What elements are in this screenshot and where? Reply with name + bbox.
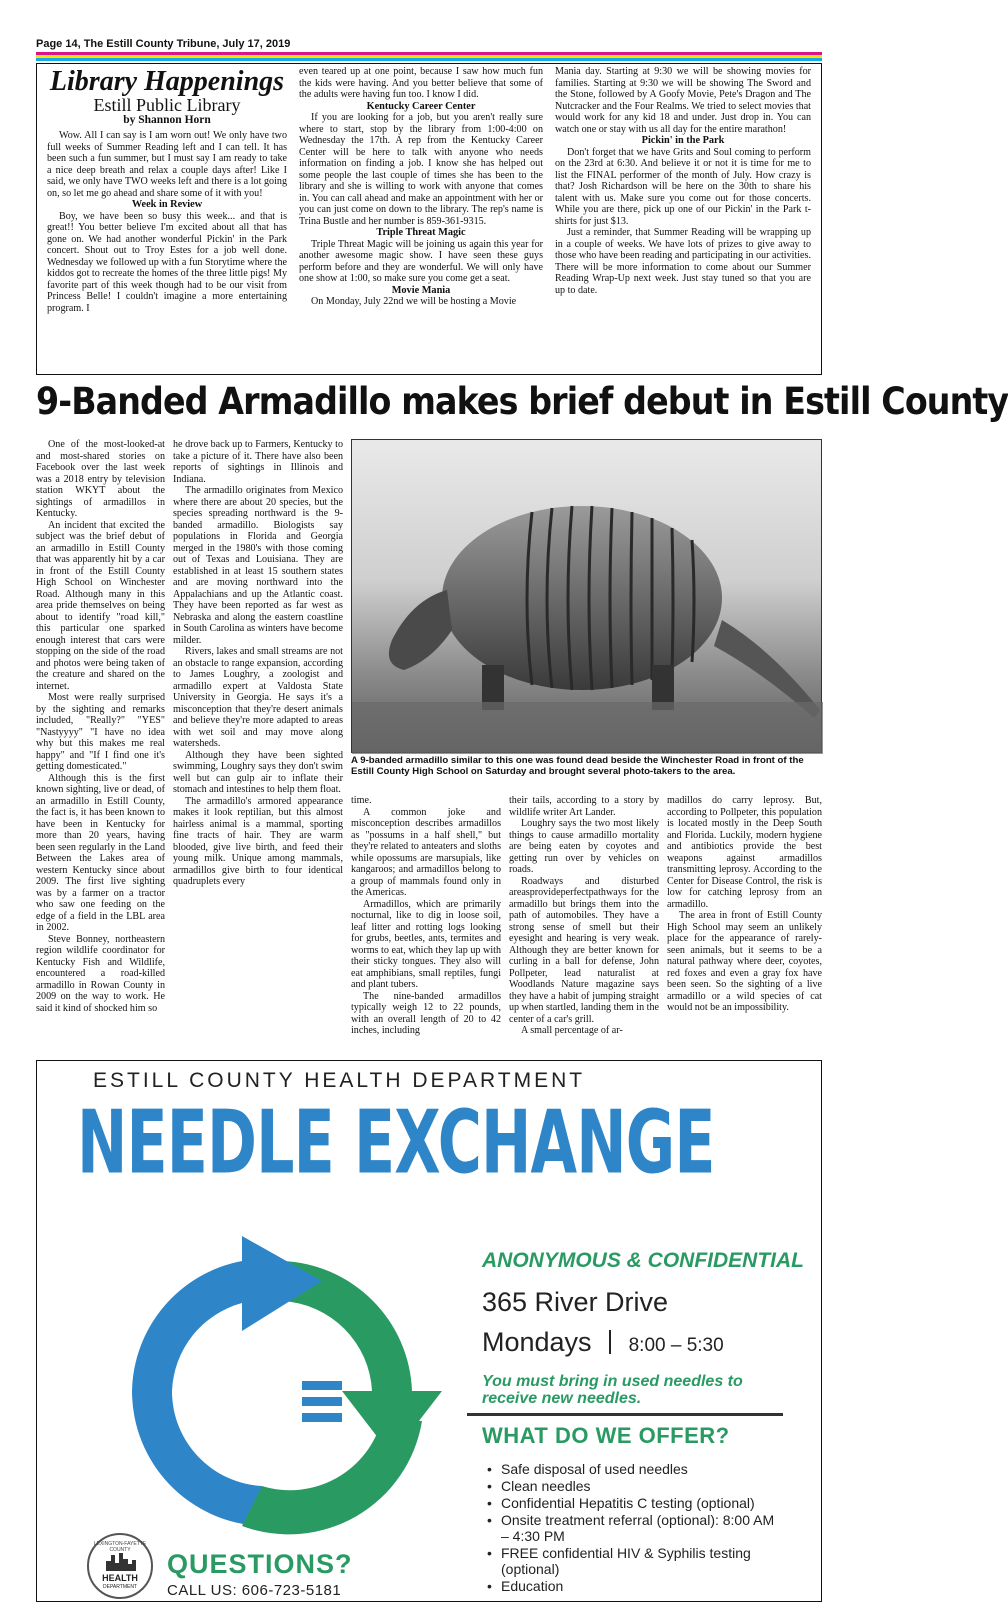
armadillo-illustration <box>352 440 823 754</box>
article-paragraph: he drove back up to Farmers, Kentucky to take a picture of it. There have also been reports of sightings in Illinois and Indiana. <box>173 439 343 485</box>
library-heading: Pickin' in the Park <box>641 135 725 146</box>
ad-anonymous-tagline: ANONYMOUS & CONFIDENTIAL <box>482 1249 804 1272</box>
article-col-3 <box>351 795 501 1051</box>
ad-hours <box>482 1327 724 1358</box>
article-col-2 <box>173 439 343 1051</box>
article-paragraph: Most were really surprised by the sighting and remarks included, "Really?" "YES" "Nastyyyy" "I have no idea why but this makes me real happy" and "If I find one it's getting domesticated." <box>36 692 165 772</box>
armadillo-photo <box>351 439 822 753</box>
article-paragraph: Loughry says the two most likely things to cause armadillo mortality are being eaten by coyotes and getting run over by vehicles on roads. <box>509 818 659 875</box>
library-paragraph: Boy, we have been so busy this week... and that is great!! You better believe I'm excited about all that has gone on. We had another wonderful Pickin' in the Park concert. Shout out to Troy Estes for a job well done. Wednesday we followed up with a fun Storytime where the kiddos got to recreate the homes of the three little pigs! My favorite part of this week though had to be our visit from Princess Belle! I couldn't imagine a more entertaining program. I <box>47 210 287 314</box>
library-happenings-box <box>36 63 822 375</box>
library-paragraph: If you are looking for a job, but you aren't really sure where to start, stop by the library from 1:00-4:00 on Wednesday the 17th. A rep from the Kentucky Career Center will be here to talk with anyone who needs information on finding a job. I know she has helped out some people the last couple of times she has been to the library and she is willing to work with anyone that comes in. You can call ahead and make an appointment with her or you can just come on down to the library. The rep's name is Trina Bustle and her number is 859-361-9315. <box>299 112 543 227</box>
ad-offer-item: • FREE confidential HIV & Syphilis testing (optional) <box>485 1545 785 1577</box>
library-paragraph: On Monday, July 22nd we will be hosting a Movie <box>311 296 517 307</box>
page-folio: Page 14, The Estill County Tribune, July 17, 2019 <box>36 38 291 50</box>
article-paragraph: A small percentage of ar- <box>521 1025 623 1036</box>
article-paragraph: Although this is the first known sighting, live or dead, of an armadillo in Estill County, the fact is, it has been known to have been in Kentucky for more than 20 years, having been seen regularly in the Land Between the Lakes area of western Kentucky since about 2009. The first live sighting was by a farmer on a tractor who saw one feeding on the edge of a field in the LBL area in 2002. <box>36 772 165 933</box>
library-title: Library Happenings <box>49 66 285 97</box>
article-paragraph: Steve Bonney, northeastern region wildlife coordinator for Kentucky Fish and Wildlife, encountered a road-killed armadillo in Rowan County in 2009 on the way to work. He said it kind of shocked him so <box>36 933 165 1014</box>
article-paragraph: madillos do carry leprosy. But, according to Pollpeter, this population is located mostly in the Deep South and Florida. Luckily, modern hygiene and antibiotics provide the best weapons against armadillos transmitting leprosy. According to the Center for Disease Control, the risk is low for catching leprosy from an armadillo. <box>667 795 822 910</box>
ad-time: 8:00 – 5:30 <box>628 1335 724 1356</box>
article-paragraph: One of the most-looked-at and most-shared stories on Facebook over the last week was a 2018 entry by television station WKYT about the sightings of armadillos in Kentucky. <box>36 439 165 519</box>
ad-phone: CALL US: 606-723-5181 <box>167 1582 342 1599</box>
ad-department: ESTILL COUNTY HEALTH DEPARTMENT <box>93 1069 586 1092</box>
library-col-3 <box>555 66 811 370</box>
seal-ring-text: LEXINGTON-FAYETTE COUNTY <box>93 1541 147 1553</box>
recycle-arrows-icon <box>92 1241 452 1541</box>
ad-offer-item: • Clean needles <box>485 1478 785 1494</box>
ad-title: NEEDLE EXCHANGE <box>77 1091 715 1194</box>
article-headline: 9-Banded Armadillo makes brief debut in Estill County <box>36 380 1008 423</box>
library-paragraph: Triple Threat Magic will be joining us again this year for another awesome magic show. I have seen these guys perform before and they are wonderful. We will only have one show at 1:00, so make sure you come get a seat. <box>299 238 543 284</box>
library-heading: Week in Review <box>131 199 203 210</box>
article-paragraph: Roadways and disturbed areasprovideperfectpathways for the armadillo but brings them into the path of automobiles. They have a strong sense of smell but their eyesight and hearing is very weak. Although they are better known for curling in a ball for defense, John Pollpeter, lead naturalist at Woodlands Nature magazine says they have a habit of jumping straight up when startled, landing them in the center of a car's grill. <box>509 875 659 1025</box>
article-paragraph: The armadillo's armored appearance makes it look reptilian, but this almost hairless animal is a mammal, sporting fine tracts of hair. They are warm blooded, give live birth, and feed their young milk. Unique among mammals, armadillos give birth to four identical quadruplets every <box>173 795 343 887</box>
ad-offer-title: WHAT DO WE OFFER? <box>482 1423 730 1448</box>
ad-requirement: You must bring in used needles to receive new needles. <box>482 1373 743 1407</box>
library-paragraph: Mania day. Starting at 9:30 we will be showing movies for families. Starting at 9:30 we will be showing The Sword and the Stone, followed by A Goofy Movie, Pete's Dragon and The Nutcracker and the Four Realms. We tried to select movies that would work for any kid 18 and under. Just drop in. You can watch one or stay with us all day for the entire marathon! <box>555 66 811 135</box>
health-department-seal <box>87 1533 153 1599</box>
seal-sub-text: DEPARTMENT <box>103 1584 137 1590</box>
article-paragraph: their tails, according to a story by wildlife writer Art Lander. <box>509 795 659 818</box>
article-paragraph: Armadillos, which are primarily nocturnal, like to dig in loose soil, leaf litter and rotting logs looking for grubs, beetles, ants, termites and worms to eat, which they lap up with their sticky tongues. They also will eat amphibians, small reptiles, fungi and plant tubers. <box>351 898 501 990</box>
library-byline: by Shannon Horn <box>123 113 211 126</box>
seal-main-text: HEALTH <box>102 1573 138 1583</box>
library-col-2 <box>299 66 543 370</box>
library-paragraph: Don't forget that we have Grits and Soul coming to perform on the 23rd at 6:30. And believe it or not it is time for me to list the FINAL performer of the month of July. How crazy is that? Josh Richardson will be here on the 30th to share his talent with us. Make sure you come out for those concerts. While you are there, pick up one of our Pickin' in the Park t-shirts for just $13. <box>555 146 811 227</box>
article-paragraph: A common joke and misconception describes armadillos as "possums in a half shell," but they're related to anteaters and sloths while opossums are marsupials, like kangaroos; and armadillos belong to a group of mammals found only in the Americas. <box>351 806 501 898</box>
ad-offer-item: • Onsite treatment referral (optional): 8:00 AM – 4:30 PM <box>485 1512 785 1544</box>
ad-address: 365 River Drive <box>482 1287 669 1317</box>
article-paragraph: time. <box>351 795 372 806</box>
ad-offer-list <box>485 1461 785 1595</box>
ad-offer-item: • Confidential Hepatitis C testing (optional) <box>485 1495 785 1511</box>
library-paragraph: even teared up at one point, because I saw how much fun the kids were having. And you better believe that some of the adults were having fun too. I know I did. <box>299 66 543 100</box>
article-paragraph: The armadillo originates from Mexico where there are about 20 species, but the species spreading northward is the 9-banded armadillo. Biologists say populations in Florida and Georgia merged in the 1980's with those coming out of Texas and Louisiana. They are established in at least 15 southern states and are moving northward into the Appalachians and up the Atlantic coast. They have been reported as far west as Nebraska and along the eastern coastline in South Carolina as winters have become milder. <box>173 485 343 646</box>
ad-offer-item: • Education <box>485 1578 785 1594</box>
article-col-5 <box>667 795 822 1051</box>
library-paragraph: Just a reminder, that Summer Reading will be wrapping up in a couple of weeks. We have lots of prizes to give away to those who have been reading and participating in our activities. There will be more information to come about our Summer Reading Wrap-Up next week. Just stay tuned so that you are up to date. <box>555 227 811 296</box>
ad-hours-divider <box>609 1330 611 1354</box>
article-paragraph: The area in front of Estill County High School may seem an unlikely place for the appearance of rarely-seen animals, but it seems to be a natural pathway where deer, coyotes, red foxes and even a gray fox have been seen. So the sighting of a live armadillo or a wild species of cat would not be an impossibility. <box>667 910 822 1013</box>
library-paragraph: Wow. All I can say is I am worn out! We only have two full weeks of Summer Reading left and I can tell. It has been such a fun summer, but I must say I am ready to take a nice deep breath and relax a couple days after! Like I said, we only have TWO weeks left and there is a lot going on, so let me go ahead and share some of it with you! <box>47 130 287 199</box>
city-skyline-icon <box>106 1551 136 1571</box>
article-paragraph: Rivers, lakes and small streams are not an obstacle to range expansion, according to James Loughry, a zoologist and armadillo expert at Valdosta State University in Georgia. He says it's a misconception that they're desert animals and believe they're more adapted to areas with wet soil and may move along watersheds. <box>173 646 343 749</box>
library-heading: Movie Mania <box>391 284 451 296</box>
article-paragraph: Although they have been sighted swimming, Loughry says they don't swim well but can gulp air to inflate their stomach and intestines to help them float. <box>173 749 343 795</box>
photo-caption: A 9-banded armadillo similar to this one was found dead beside the Winchester Road in front of the Estill County High School on Saturday and brought several photo-takers to the area. <box>351 755 804 777</box>
ad-offer-item: • Safe disposal of used needles <box>485 1461 785 1477</box>
ad-day: Mondays <box>482 1327 592 1357</box>
article-col-4 <box>509 795 659 1051</box>
library-heading: Kentucky Career Center <box>366 100 476 112</box>
article-paragraph: The nine-banded armadillos typically weigh 12 to 22 pounds, with an overall length of 20 to 42 inches, including <box>351 990 501 1036</box>
library-col-1 <box>47 66 287 370</box>
cyan-rule <box>36 58 822 61</box>
library-subtitle: Estill Public Library <box>93 95 241 115</box>
ad-questions: QUESTIONS? <box>167 1549 353 1579</box>
needle-exchange-ad <box>36 1060 822 1602</box>
article-paragraph: An incident that excited the subject was the brief debut of an armadillo in Estill County that was apparently hit by a car in front of the Estill County High School on Winchester Road. Although many in this area pride themselves on being about to identify "road kill," this particular one sparked enough interest that cars were stopping on the side of the road and photos were being taken of the creature and shared on the internet. <box>36 519 165 692</box>
ad-divider <box>467 1413 783 1416</box>
article-col-1 <box>36 439 165 1051</box>
library-heading: Triple Threat Magic <box>376 227 466 238</box>
